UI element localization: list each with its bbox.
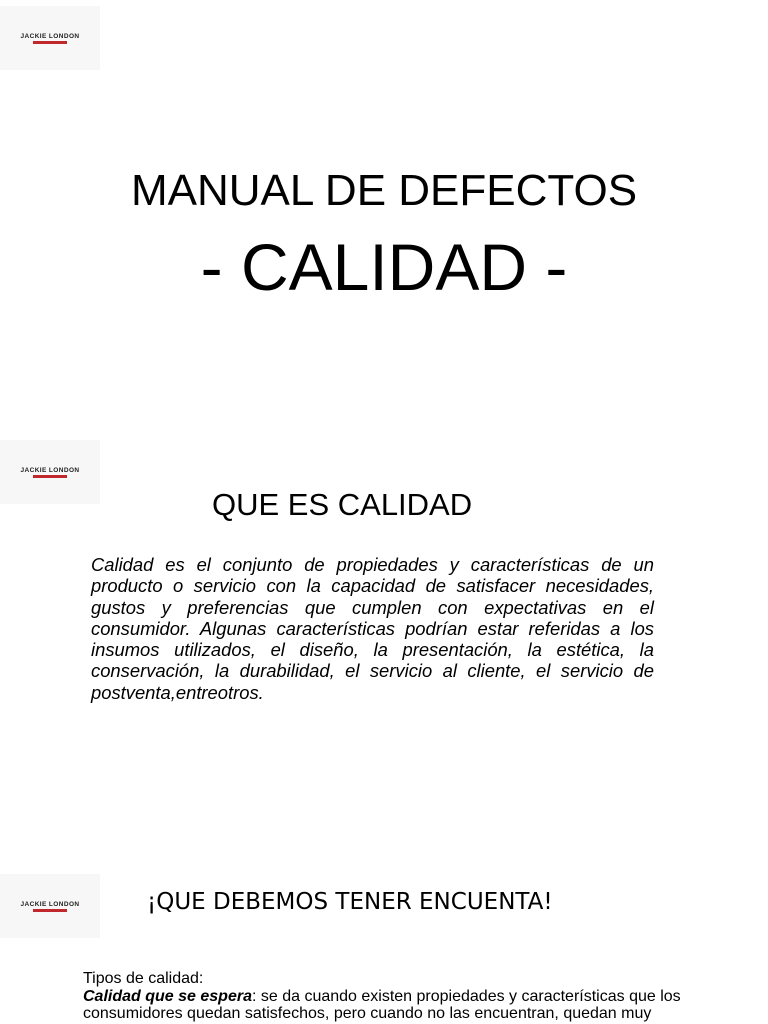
logo-accent-bar — [33, 475, 67, 478]
jackie-london-logo — [0, 6, 100, 70]
document-subtitle: - CALIDAD - — [200, 230, 568, 304]
logo-text: JACKIE LONDON — [20, 32, 80, 40]
logo-accent-bar — [33, 909, 67, 912]
logo-accent-bar — [33, 41, 67, 44]
logo-text: JACKIE LONDON — [20, 466, 80, 474]
document-title: MANUAL DE DEFECTOS — [130, 166, 638, 215]
logo-text: JACKIE LONDON — [20, 900, 80, 908]
quality-types-intro: Tipos de calidad: — [83, 970, 204, 987]
quality-type-definition: : se da cuando existen propiedades y características que los consumidores quedan satisfechos, pero cuando no las encuentran, quedan muy — [83, 987, 681, 1022]
section-heading-que-es-calidad: QUE ES CALIDAD — [212, 487, 473, 522]
jackie-london-logo — [0, 874, 100, 938]
quality-types-text — [83, 970, 703, 1023]
definition-paragraph: Calidad es el conjunto de propiedades y características de un producto o servicio con la capacidad de satisfacer necesidades, gustos y preferencias que cumplen con expectativas en el consumidor. Algunas características podrían estar referidas a los insumos utilizados, el diseño, la presentación, la estética, la conservación, la durabilidad, el servicio al cliente, el servicio de postventa,entreotros. — [91, 554, 654, 703]
quality-type-term: Calidad que se espera — [83, 987, 252, 1005]
section-heading-tener-encuenta: ¡QUE DEBEMOS TENER ENCUENTA! — [147, 889, 553, 915]
jackie-london-logo — [0, 440, 100, 504]
